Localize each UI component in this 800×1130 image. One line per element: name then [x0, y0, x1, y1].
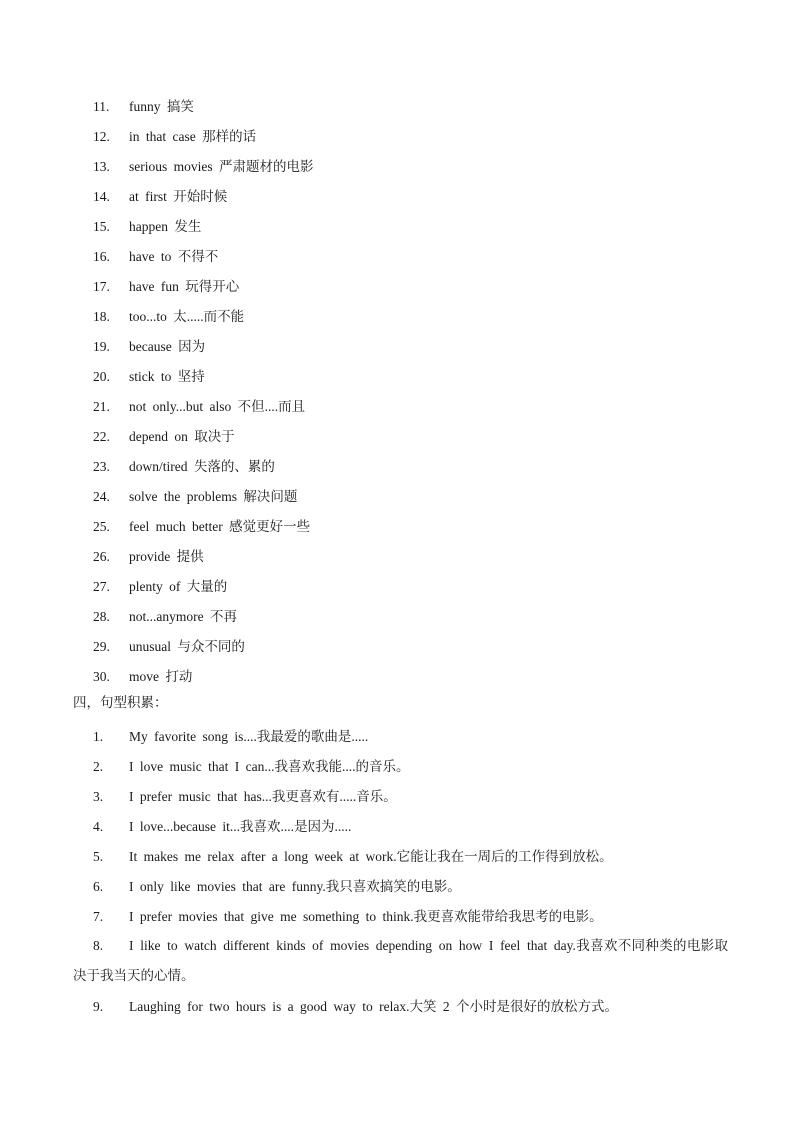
vocab-item: [93, 248, 218, 266]
item-number: 15.: [93, 219, 110, 234]
vocab-item: [93, 368, 205, 386]
item-text: I prefer movies that give me something to think.我更喜欢能带给我思考的电影。: [129, 909, 603, 924]
item-number: 2.: [93, 759, 104, 774]
item-number: 24.: [93, 489, 110, 504]
item-text: feel much better 感觉更好一些: [129, 519, 311, 534]
item-number: 20.: [93, 369, 110, 384]
item-text: in that case 那样的话: [129, 129, 257, 144]
sentence-item: [93, 848, 613, 866]
item-text: serious movies 严肃题材的电影: [129, 159, 314, 174]
item-number: 1.: [93, 729, 104, 744]
item-text: because 因为: [129, 339, 206, 354]
item-number: 13.: [93, 159, 110, 174]
sentence-item: [93, 908, 603, 926]
item-number: 4.: [93, 819, 104, 834]
item-text: funny 搞笑: [129, 99, 194, 114]
item-number: 30.: [93, 669, 110, 684]
vocab-item: [93, 188, 227, 206]
item-number: 26.: [93, 549, 110, 564]
vocab-item: [93, 488, 297, 506]
item-number: 9.: [93, 999, 104, 1014]
vocab-item: [93, 548, 204, 566]
item-number: 18.: [93, 309, 110, 324]
item-text: It makes me relax after a long week at work.它能让我在一周后的工作得到放松。: [129, 849, 613, 864]
item-number: 16.: [93, 249, 110, 264]
item-text: I prefer music that has...我更喜欢有.....音乐。: [129, 789, 397, 804]
vocab-item: [93, 308, 244, 326]
vocab-item: [93, 428, 235, 446]
item-number: 28.: [93, 609, 110, 624]
vocab-item: [93, 458, 275, 476]
vocab-item: [93, 398, 305, 416]
sentence-item: [93, 758, 409, 776]
item-text: depend on 取决于: [129, 429, 235, 444]
item-number: 7.: [93, 909, 104, 924]
vocab-item: [93, 608, 237, 626]
item-text: have fun 玩得开心: [129, 279, 240, 294]
item-number: 5.: [93, 849, 104, 864]
item-number: 19.: [93, 339, 110, 354]
item-text: not only...but also 不但....而且: [129, 399, 306, 414]
item-text: Laughing for two hours is a good way to relax.大笑 2 个小时是很好的放松方式。: [129, 999, 618, 1014]
item-number: 21.: [93, 399, 110, 414]
item-text: I only like movies that are funny.我只喜欢搞笑的电影。: [129, 879, 461, 894]
item-number: 23.: [93, 459, 110, 474]
item-text: down/tired 失落的、累的: [129, 459, 275, 474]
sentence-item: [93, 878, 461, 896]
sentence-item: [73, 931, 728, 991]
item-text: not...anymore 不再: [129, 609, 237, 624]
item-number: 27.: [93, 579, 110, 594]
item-number: 29.: [93, 639, 110, 654]
sentence-item: [93, 998, 618, 1016]
item-text: stick to 坚持: [129, 369, 205, 384]
sentence-item: [93, 788, 397, 806]
item-text: I love music that I can...我喜欢我能....的音乐。: [129, 759, 410, 774]
vocab-item: [93, 668, 192, 686]
vocab-item: [93, 338, 205, 356]
item-text: too...to 太.....而不能: [129, 309, 245, 324]
vocab-item: [93, 128, 256, 146]
item-number: 12.: [93, 129, 110, 144]
item-text: My favorite song is....我最爱的歌曲是.....: [129, 729, 369, 744]
vocab-item: [93, 278, 239, 296]
item-text: happen 发生: [129, 219, 202, 234]
vocab-item: [93, 518, 310, 536]
item-number: 3.: [93, 789, 104, 804]
item-text: solve the problems 解决问题: [129, 489, 298, 504]
section-heading: 四，句型积累：: [73, 695, 168, 710]
item-number: 22.: [93, 429, 110, 444]
item-text: at first 开始时候: [129, 189, 228, 204]
sentence-item: [93, 728, 368, 746]
item-number: 6.: [93, 879, 104, 894]
item-number: 25.: [93, 519, 110, 534]
item-text: unusual 与众不同的: [129, 639, 245, 654]
vocab-item: [93, 578, 227, 596]
item-text: plenty of 大量的: [129, 579, 228, 594]
item-text: provide 提供: [129, 549, 204, 564]
vocab-item: [93, 98, 194, 116]
item-number: 11.: [93, 99, 110, 114]
vocab-item: [93, 638, 245, 656]
item-number: 17.: [93, 279, 110, 294]
item-number: 14.: [93, 189, 110, 204]
item-text: have to 不得不: [129, 249, 219, 264]
sentence-item: [93, 818, 351, 836]
vocab-item: [93, 218, 201, 236]
item-text: move 打动: [129, 669, 193, 684]
vocab-item: [93, 158, 314, 176]
item-text: I like to watch different kinds of movies depending on how I feel that day.我喜欢不同种类的电影取决于我当天的心情。: [73, 938, 728, 983]
item-number: 8.: [93, 938, 104, 953]
item-text: I love...because it...我喜欢....是因为.....: [129, 819, 352, 834]
